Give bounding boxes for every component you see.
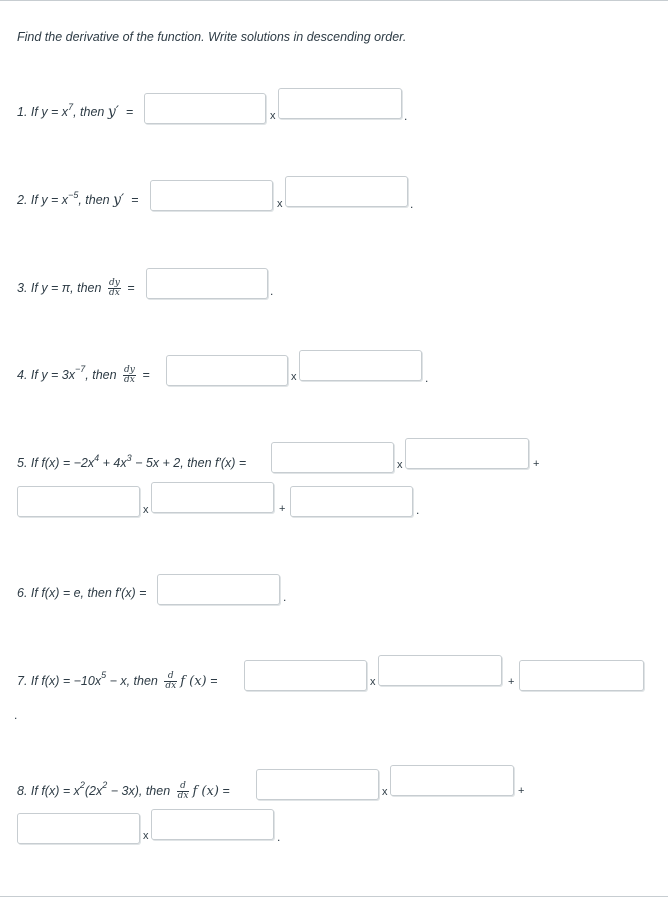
period: . bbox=[404, 109, 408, 123]
answer-input-1a[interactable] bbox=[144, 93, 266, 124]
problem-3-label: 3. If y = π, then $\frac{dy}{dx}$ = bbox=[17, 278, 135, 298]
period: . bbox=[410, 197, 414, 211]
answer-input-2b[interactable] bbox=[285, 176, 408, 207]
problem-5-label: 5. If $f(x) = -2x^4 + 4x^3 - 5x + 2$, then f′(x) = bbox=[17, 453, 247, 470]
period: . bbox=[416, 503, 420, 517]
times-sign: x bbox=[382, 786, 388, 798]
d-dx-fraction: $\frac{d}{dx}$ bbox=[165, 671, 177, 691]
answer-input-8c[interactable] bbox=[17, 813, 140, 844]
bottom-divider bbox=[0, 896, 668, 897]
answer-input-7c[interactable] bbox=[519, 660, 644, 691]
answer-input-5d[interactable] bbox=[151, 482, 274, 513]
dy-dx-fraction: $\frac{dy}{dx}$ bbox=[124, 365, 135, 385]
times-sign: x bbox=[270, 110, 276, 122]
period: . bbox=[425, 371, 429, 385]
times-sign: x bbox=[370, 676, 376, 688]
answer-input-4b[interactable] bbox=[299, 350, 422, 381]
period: . bbox=[14, 708, 18, 722]
answer-input-7a[interactable] bbox=[244, 660, 367, 691]
period: . bbox=[270, 284, 274, 298]
times-sign: x bbox=[397, 459, 403, 471]
period: . bbox=[283, 590, 287, 604]
answer-input-3[interactable] bbox=[146, 268, 268, 299]
period: . bbox=[277, 830, 281, 844]
d-dx-fraction: $\frac{d}{dx}$ bbox=[177, 781, 189, 801]
plus-sign: + bbox=[533, 458, 540, 470]
problem-6-label: 6. If f(x) = e, then f′(x) = bbox=[17, 586, 147, 600]
top-divider bbox=[0, 0, 668, 1]
times-sign: x bbox=[277, 198, 283, 210]
answer-input-7b[interactable] bbox=[378, 655, 502, 686]
answer-input-1b[interactable] bbox=[278, 88, 402, 119]
answer-input-4a[interactable] bbox=[166, 355, 288, 386]
problem-2-label: 2. If $y = x^{-5}$, then y′ = bbox=[17, 190, 139, 208]
answer-input-8b[interactable] bbox=[390, 765, 514, 796]
problem-4-label: 4. If $y = 3x^{-7}$, then $\frac{dy}{dx}$ = bbox=[17, 364, 150, 385]
answer-input-8d[interactable] bbox=[151, 809, 274, 840]
answer-input-5b[interactable] bbox=[405, 438, 529, 469]
answer-input-8a[interactable] bbox=[256, 769, 379, 800]
times-sign: x bbox=[291, 371, 297, 383]
plus-sign: + bbox=[518, 785, 525, 797]
problem-7-label: 7. If $f(x) = -10x^5 - x$, then $\frac{d}{dx}$ f (x) = bbox=[17, 670, 218, 691]
answer-input-6[interactable] bbox=[157, 574, 280, 605]
problem-1-label: 1. If $y = x^7$, then y′ = bbox=[17, 102, 134, 120]
answer-input-5e[interactable] bbox=[290, 486, 413, 517]
dy-dx-fraction: $\frac{dy}{dx}$ bbox=[108, 278, 120, 298]
answer-input-5a[interactable] bbox=[271, 442, 394, 473]
answer-input-5c[interactable] bbox=[17, 486, 140, 517]
answer-input-2a[interactable] bbox=[150, 180, 273, 211]
instructions: Find the derivative of the function. Write solutions in descending order. bbox=[17, 30, 407, 44]
times-sign: x bbox=[143, 504, 149, 516]
times-sign: x bbox=[143, 830, 149, 842]
plus-sign: + bbox=[508, 676, 515, 688]
plus-sign: + bbox=[279, 503, 286, 515]
problem-8-label: 8. If $f(x) = x^2(2x^2 - 3x)$, then $\frac{d}{dx}$ f (x) = bbox=[17, 780, 230, 801]
